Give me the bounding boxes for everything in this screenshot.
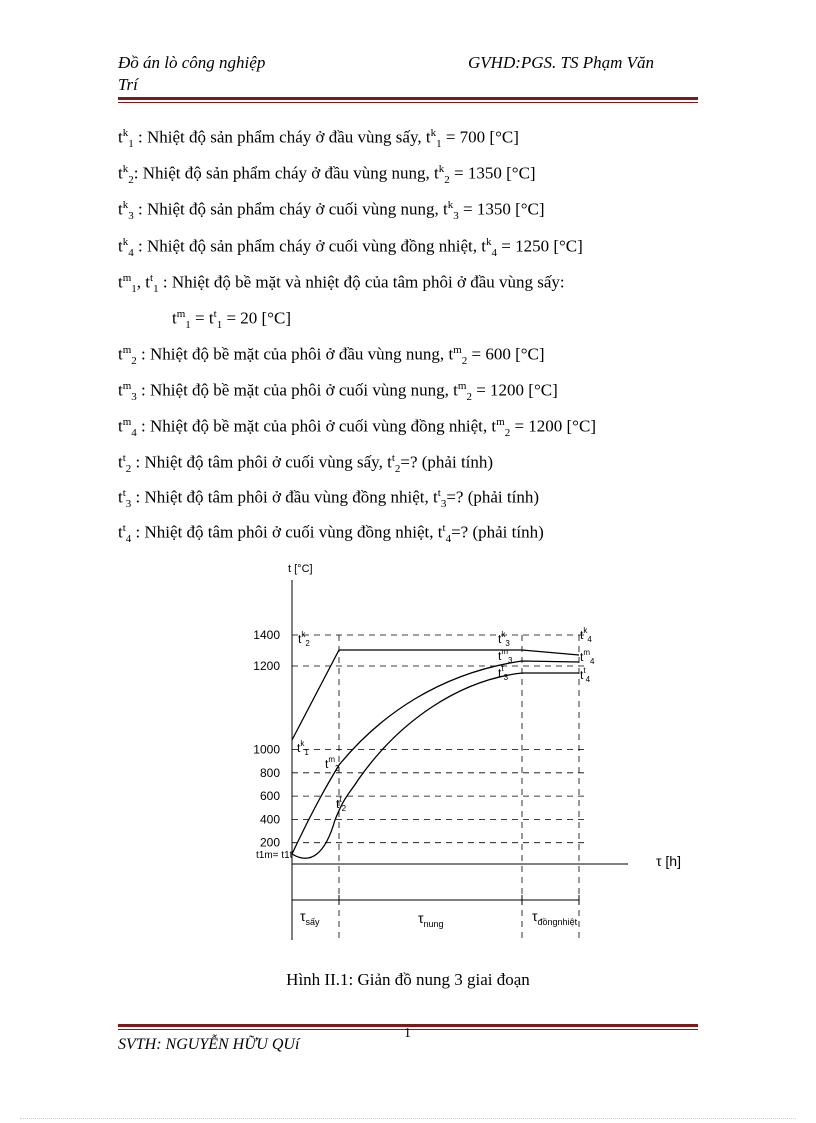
eq-sub: 2 — [504, 427, 511, 440]
definition-line — [118, 272, 565, 295]
symbol-sub: 2 — [131, 355, 137, 368]
symbol-sub: 1 — [128, 138, 134, 151]
eq-sub: 4 — [445, 533, 452, 546]
symbol: t — [172, 308, 177, 328]
line-text: : Nhiệt độ bề mặt của phôi ở cuối vùng nung, — [136, 380, 454, 400]
eq-symbol: t — [481, 236, 486, 256]
symbol-sub: 3 — [128, 210, 134, 223]
eq-sup: t — [442, 522, 446, 534]
symbol-sup: t — [122, 487, 126, 499]
heating-chart — [240, 555, 690, 940]
line-text: : Nhiệt độ sản phẩm cháy ở đầu vùng sấy, — [133, 127, 426, 147]
symbol-sup: k — [122, 199, 129, 211]
definition-line — [118, 487, 539, 510]
eq-value: = 700 [°C] — [441, 127, 519, 147]
eq-sub: 1 — [436, 138, 442, 151]
symbol-sup: m — [176, 308, 186, 320]
series-surface-line — [292, 661, 579, 854]
symbol: t — [118, 487, 123, 507]
label-t3k: $t^k_3$ — [498, 630, 510, 648]
symbol: t — [118, 380, 123, 400]
page-edge — [20, 1118, 796, 1119]
header-left — [118, 52, 265, 96]
eq-symbol: t — [387, 452, 392, 472]
label-t2t: $t^t_2$ — [336, 795, 347, 813]
label-t2k: $t^k_2$ — [298, 630, 310, 648]
eq-sup: k — [485, 236, 492, 248]
eq-sub: 3 — [440, 498, 447, 511]
eq-sup: m — [457, 380, 467, 392]
header-title-cont: Trí — [118, 75, 138, 94]
zone-label-say: $\tau_{sấy}$ — [300, 908, 320, 927]
eq-sup: k — [430, 127, 437, 139]
symbol-sup: t — [122, 452, 126, 464]
eq-sup: k — [447, 199, 454, 211]
header-instructor: GVHD:PGS. TS Phạm Văn — [468, 53, 655, 72]
symbol-sup: m — [122, 380, 132, 392]
y-tick-label: 400 — [259, 812, 280, 827]
line-text: = — [190, 308, 209, 328]
eq-value: = 1350 [°C] — [458, 199, 545, 219]
y-axis-label: t [°C] — [288, 563, 313, 575]
eq-symbol: t — [425, 127, 431, 147]
symbol-sup: k — [122, 163, 129, 175]
eq-value: : Nhiệt độ bề mặt và nhiệt độ của tâm phôi ở đầu vùng sấy: — [158, 272, 565, 292]
symbol-sup: k — [122, 236, 129, 248]
zone-label-dongnhiet: $\tau_{đồngnhiệt}$ — [532, 908, 578, 927]
eq-value: = 20 [°C] — [222, 308, 291, 328]
eq-sub: 3 — [453, 210, 459, 223]
eq-sup: m — [453, 344, 462, 356]
line-text: , — [136, 272, 146, 292]
symbol-sup: m — [122, 272, 132, 284]
eq-symbol: t — [491, 416, 497, 436]
eq-value: = 1200 [°C] — [510, 416, 596, 436]
label-t4t: $t^t_4$ — [580, 666, 591, 684]
label-t3t: $t^t_3$ — [498, 664, 509, 682]
label-t4k: $t^k_4$ — [580, 626, 592, 644]
line-text: : Nhiệt độ sản phẩm cháy ở đầu vùng nung, — [133, 163, 435, 183]
symbol: t — [118, 127, 123, 147]
eq-symbol: t — [448, 344, 454, 364]
eq-symbol: t — [145, 272, 151, 292]
definition-line — [118, 236, 583, 259]
symbol-sup: m — [122, 344, 132, 356]
label-t4m: $t^m_4$ — [580, 648, 595, 666]
line-text: : Nhiệt độ sản phẩm cháy ở cuối vùng đồng nhiệt, — [133, 236, 482, 256]
symbol-sub: 2 — [125, 463, 132, 476]
eq-sub: 2 — [466, 391, 472, 404]
symbol: t — [118, 452, 123, 472]
symbol: t — [118, 522, 123, 542]
eq-symbol: t — [437, 522, 443, 542]
eq-symbol: t — [434, 163, 439, 183]
label-t3m: $t^m_3$ — [498, 647, 513, 665]
eq-value: = 1200 [°C] — [471, 380, 558, 400]
definition-line — [118, 380, 558, 403]
symbol: t — [118, 236, 123, 256]
eq-sup: t — [391, 452, 395, 464]
y-tick-label: 200 — [259, 835, 280, 850]
figure-caption: Hình II.1: Giản đồ nung 3 giai đoạn — [286, 970, 530, 989]
x-axis-label: τ [h] — [656, 853, 681, 869]
eq-value: = 1250 [°C] — [496, 236, 583, 256]
eq-symbol: t — [433, 487, 438, 507]
footer-student: SVTH: NGUYỄN HỮU QUí — [118, 1036, 300, 1053]
line-text: : Nhiệt độ tâm phôi ở cuối vùng đồng nhiệt, — [131, 522, 438, 542]
eq-value: = 1350 [°C] — [449, 163, 536, 183]
header-title: Đồ án lò công nghiệp — [118, 53, 266, 72]
line-text: : Nhiệt độ bề mặt của phôi ở cuối vùng đồng nhiệt, — [136, 416, 492, 436]
eq-sup: t — [437, 487, 441, 499]
symbol: t — [118, 272, 123, 292]
eq-sup: k — [438, 163, 445, 175]
symbol-sub: 1 — [131, 283, 137, 296]
zone-label-nung: $\tau_{nung}$ — [418, 910, 444, 929]
label-t2m: $t^m_2$ — [325, 755, 340, 773]
symbol: t — [118, 163, 123, 183]
y-tick-label: 1400 — [253, 628, 280, 642]
eq-sup: m — [496, 416, 505, 428]
eq-sub: 4 — [491, 247, 497, 260]
definition-line — [118, 416, 596, 439]
eq-symbol: t — [208, 308, 214, 328]
symbol-sub: 3 — [125, 498, 132, 511]
line-text: : Nhiệt độ tâm phôi ở cuối vùng sấy, — [131, 452, 388, 472]
eq-sub: 2 — [444, 174, 450, 187]
line-text: : Nhiệt độ tâm phôi ở đầu vùng đồng nhiệt, — [131, 487, 434, 507]
eq-value: =? (phải tính) — [451, 522, 544, 542]
eq-symbol: t — [453, 380, 458, 400]
symbol: t — [118, 416, 123, 436]
series-gas-line — [292, 650, 579, 740]
definition-line — [118, 452, 493, 475]
symbol-sub: 2 — [128, 174, 134, 187]
eq-sub: 1 — [216, 319, 223, 332]
y-tick-label: 1000 — [253, 742, 280, 757]
definition-line — [118, 199, 545, 222]
label-t1k: $t^k_1$ — [297, 739, 309, 757]
line-text: : Nhiệt độ sản phẩm cháy ở cuối vùng nung, — [133, 199, 444, 219]
definition-line — [118, 163, 536, 186]
symbol-sub: 1 — [185, 319, 191, 332]
label-t1m-t1t: t1m= t1t — [256, 850, 293, 861]
symbol-sup: m — [122, 416, 132, 428]
symbol-sub: 3 — [131, 391, 137, 404]
symbol-sub: 4 — [125, 533, 132, 546]
eq-sub: 1 — [153, 283, 159, 296]
line-text: : Nhiệt độ bề mặt của phôi ở đầu vùng nung, — [136, 344, 449, 364]
symbol: t — [118, 199, 123, 219]
eq-sup: t — [150, 272, 154, 284]
symbol-sup: k — [122, 127, 129, 139]
eq-sup: t — [213, 308, 217, 320]
eq-sub: 2 — [394, 463, 401, 476]
page-number: 1 — [404, 1026, 411, 1041]
eq-value: =? (phải tính) — [400, 452, 494, 472]
symbol-sup: t — [122, 522, 126, 534]
definition-line — [172, 308, 291, 331]
definition-line — [118, 127, 519, 150]
eq-symbol: t — [443, 199, 448, 219]
symbol-sub: 4 — [128, 247, 134, 260]
header-rule — [118, 97, 698, 103]
symbol-sub: 4 — [131, 427, 137, 440]
definition-line — [118, 522, 544, 545]
y-tick-label: 600 — [259, 789, 280, 804]
y-tick-label: 1200 — [253, 659, 280, 673]
symbol: t — [118, 344, 123, 364]
eq-value: = 600 [°C] — [467, 344, 545, 364]
definition-line — [118, 344, 545, 367]
eq-value: =? (phải tính) — [446, 487, 539, 507]
y-tick-label: 800 — [259, 765, 280, 780]
eq-sub: 2 — [461, 355, 468, 368]
